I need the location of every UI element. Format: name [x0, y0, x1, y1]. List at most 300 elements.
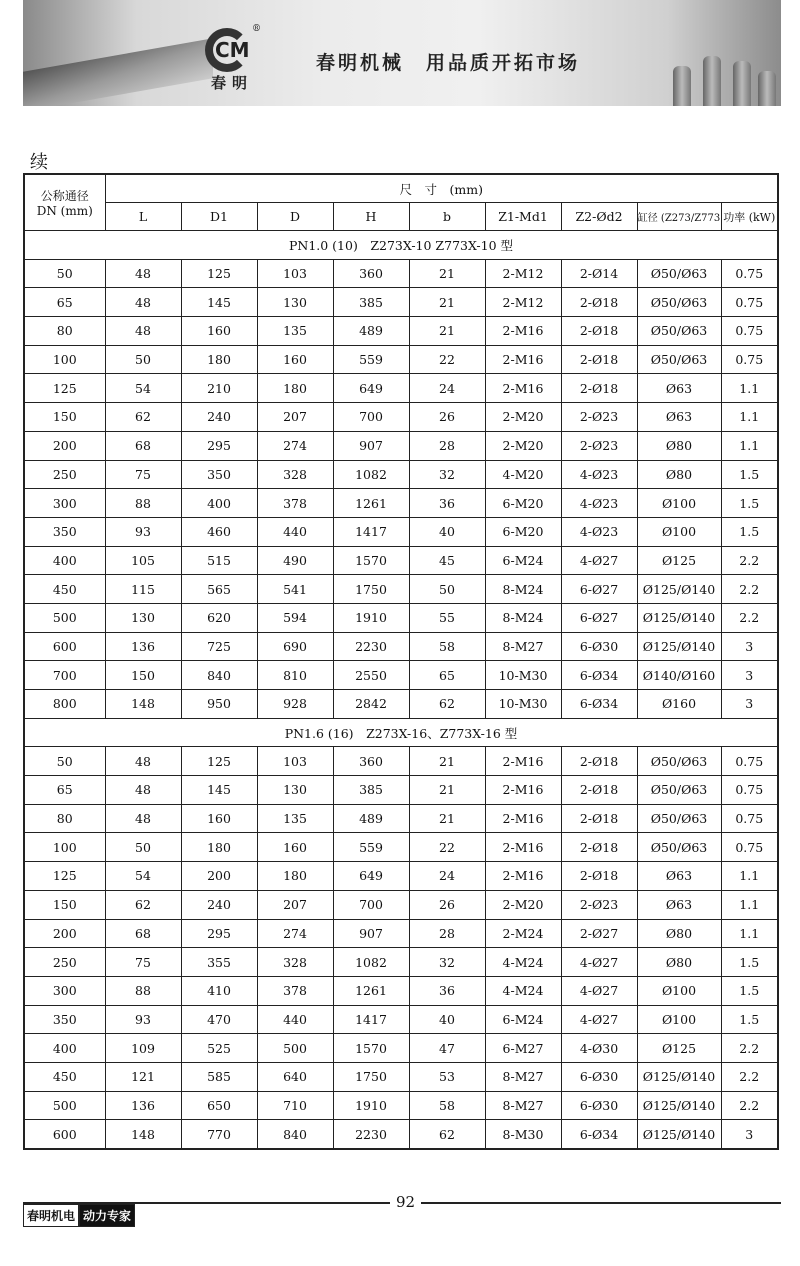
table-cell: 1082: [333, 460, 409, 489]
table-cell: 0.75: [721, 747, 778, 776]
table-cell: 150: [105, 661, 181, 690]
table-cell: 145: [181, 776, 257, 805]
column-header: L: [105, 203, 181, 231]
table-cell: Ø50/Ø63: [637, 317, 721, 346]
section-row: [24, 231, 778, 260]
table-cell: 3: [721, 690, 778, 719]
table-cell: 48: [105, 288, 181, 317]
table-cell: 200: [24, 919, 105, 948]
table-cell: 440: [257, 1005, 333, 1034]
table-cell: 6-M20: [485, 517, 561, 546]
table-cell: 2-Ø18: [561, 288, 637, 317]
table-cell: 525: [181, 1034, 257, 1063]
table-cell: 565: [181, 575, 257, 604]
brand-tagline: 动力专家: [79, 1204, 135, 1227]
table-cell: 700: [24, 661, 105, 690]
table-cell: Ø80: [637, 460, 721, 489]
cooling-tower-image: [703, 56, 721, 106]
table-cell: Ø63: [637, 374, 721, 403]
table-cell: 54: [105, 862, 181, 891]
column-header: 功率 (kW): [721, 203, 778, 231]
table-cell: 28: [409, 431, 485, 460]
table-cell: 2.2: [721, 1091, 778, 1120]
table-cell: 4-Ø27: [561, 546, 637, 575]
table-cell: Ø50/Ø63: [637, 804, 721, 833]
section-title: PN1.0 (10) Z273X-10 Z773X-10 型: [24, 231, 778, 260]
table-row: [24, 288, 778, 317]
table-cell: 50: [24, 259, 105, 288]
table-row: [24, 431, 778, 460]
table-cell: 2-M16: [485, 317, 561, 346]
table-cell: 6-Ø34: [561, 661, 637, 690]
table-row: [24, 804, 778, 833]
table-cell: 210: [181, 374, 257, 403]
table-cell: 105: [105, 546, 181, 575]
table-cell: 840: [257, 1120, 333, 1149]
table-cell: 6-M24: [485, 1005, 561, 1034]
table-row: [24, 489, 778, 518]
table-cell: 1.5: [721, 948, 778, 977]
table-cell: Ø80: [637, 919, 721, 948]
table-cell: 54: [105, 374, 181, 403]
table-cell: 559: [333, 833, 409, 862]
table-row: [24, 403, 778, 432]
table-cell: 32: [409, 460, 485, 489]
table-cell: 2-M16: [485, 776, 561, 805]
table-cell: 840: [181, 661, 257, 690]
table-cell: 22: [409, 345, 485, 374]
column-header: H: [333, 203, 409, 231]
table-cell: 100: [24, 833, 105, 862]
table-cell: 6-Ø34: [561, 690, 637, 719]
table-cell: 50: [105, 833, 181, 862]
size-header: 尺 寸 (mm): [105, 174, 778, 203]
table-cell: 62: [105, 890, 181, 919]
table-cell: 594: [257, 603, 333, 632]
table-cell: 2.2: [721, 1034, 778, 1063]
table-cell: 4-Ø23: [561, 489, 637, 518]
table-cell: Ø100: [637, 1005, 721, 1034]
table-row: [24, 690, 778, 719]
table-cell: 3: [721, 1120, 778, 1149]
table-cell: 200: [24, 431, 105, 460]
table-cell: 300: [24, 489, 105, 518]
table-cell: 58: [409, 1091, 485, 1120]
table-cell: 6-Ø34: [561, 1120, 637, 1149]
table-row: [24, 1091, 778, 1120]
table-row: [24, 1062, 778, 1091]
table-cell: Ø160: [637, 690, 721, 719]
table-cell: 125: [24, 862, 105, 891]
table-cell: 6-Ø30: [561, 1062, 637, 1091]
table-cell: 700: [333, 890, 409, 919]
table-cell: 1.5: [721, 976, 778, 1005]
table-cell: 2-Ø18: [561, 345, 637, 374]
table-cell: 2-M16: [485, 833, 561, 862]
table-cell: 4-M24: [485, 948, 561, 977]
table-cell: 489: [333, 317, 409, 346]
cooling-tower-image: [758, 71, 776, 106]
table-cell: 6-M20: [485, 489, 561, 518]
table-cell: 65: [24, 776, 105, 805]
table-row: [24, 603, 778, 632]
table-cell: 4-Ø23: [561, 517, 637, 546]
table-cell: 32: [409, 948, 485, 977]
table-cell: 400: [24, 546, 105, 575]
table-cell: 21: [409, 747, 485, 776]
spec-table: [23, 173, 779, 1150]
table-cell: 45: [409, 546, 485, 575]
table-cell: 2-M20: [485, 890, 561, 919]
table-cell: 68: [105, 431, 181, 460]
table-cell: 3: [721, 632, 778, 661]
table-cell: 350: [24, 517, 105, 546]
table-cell: 360: [333, 747, 409, 776]
table-row: [24, 374, 778, 403]
table-cell: Ø140/Ø160: [637, 661, 721, 690]
table-cell: 8-M30: [485, 1120, 561, 1149]
table-cell: 21: [409, 317, 485, 346]
table-cell: 8-M27: [485, 1091, 561, 1120]
table-cell: Ø50/Ø63: [637, 776, 721, 805]
table-cell: 21: [409, 776, 485, 805]
table-cell: Ø125/Ø140: [637, 632, 721, 661]
table-cell: 0.75: [721, 288, 778, 317]
table-cell: 541: [257, 575, 333, 604]
table-cell: 135: [257, 804, 333, 833]
table-cell: 1750: [333, 575, 409, 604]
table-cell: 6-Ø27: [561, 575, 637, 604]
table-cell: 500: [257, 1034, 333, 1063]
table-cell: 4-Ø27: [561, 976, 637, 1005]
table-cell: 360: [333, 259, 409, 288]
table-cell: 1.1: [721, 919, 778, 948]
table-cell: 80: [24, 317, 105, 346]
table-cell: 640: [257, 1062, 333, 1091]
table-cell: 450: [24, 1062, 105, 1091]
table-cell: 400: [24, 1034, 105, 1063]
table-cell: 6-Ø30: [561, 1091, 637, 1120]
table-cell: 8-M27: [485, 1062, 561, 1091]
table-cell: 2-Ø18: [561, 747, 637, 776]
table-cell: 1.5: [721, 517, 778, 546]
table-cell: 3: [721, 661, 778, 690]
table-cell: 2-Ø18: [561, 317, 637, 346]
table-cell: 50: [24, 747, 105, 776]
table-cell: 21: [409, 259, 485, 288]
table-cell: 2-Ø23: [561, 431, 637, 460]
table-cell: 6-M24: [485, 546, 561, 575]
registered-icon: ®: [252, 24, 261, 34]
table-cell: 93: [105, 1005, 181, 1034]
table-cell: 36: [409, 976, 485, 1005]
table-cell: 1261: [333, 976, 409, 1005]
table-cell: 460: [181, 517, 257, 546]
table-cell: 2.2: [721, 1062, 778, 1091]
table-cell: 2-M12: [485, 288, 561, 317]
page-number: 92: [390, 1193, 421, 1211]
table-cell: 207: [257, 890, 333, 919]
table-cell: 180: [257, 862, 333, 891]
table-cell: 40: [409, 1005, 485, 1034]
cooling-tower-image: [733, 61, 751, 106]
table-cell: 103: [257, 259, 333, 288]
table-cell: 136: [105, 632, 181, 661]
table-cell: 410: [181, 976, 257, 1005]
table-cell: 109: [105, 1034, 181, 1063]
table-row: [24, 976, 778, 1005]
table-cell: Ø63: [637, 862, 721, 891]
table-cell: 810: [257, 661, 333, 690]
slogan: 春明机械 用品质开拓市场: [316, 52, 581, 74]
table-cell: 0.75: [721, 804, 778, 833]
column-header: Z2-Ød2: [561, 203, 637, 231]
logo-mark: CM: [215, 38, 250, 62]
table-cell: 2-Ø23: [561, 403, 637, 432]
table-cell: 1.1: [721, 862, 778, 891]
table-row: [24, 632, 778, 661]
table-cell: 385: [333, 776, 409, 805]
table-cell: 62: [409, 1120, 485, 1149]
table-cell: Ø125: [637, 546, 721, 575]
table-cell: 68: [105, 919, 181, 948]
table-cell: 150: [24, 403, 105, 432]
table-cell: 130: [257, 288, 333, 317]
table-cell: Ø50/Ø63: [637, 833, 721, 862]
table-cell: 907: [333, 431, 409, 460]
table-row: [24, 1120, 778, 1149]
table-cell: 103: [257, 747, 333, 776]
table-cell: 6-Ø27: [561, 603, 637, 632]
table-cell: 274: [257, 919, 333, 948]
table-cell: 50: [105, 345, 181, 374]
table-cell: 130: [105, 603, 181, 632]
table-cell: 1.5: [721, 489, 778, 518]
table-cell: 6-Ø30: [561, 632, 637, 661]
table-row: [24, 546, 778, 575]
table-cell: 2-Ø18: [561, 862, 637, 891]
table-cell: 48: [105, 317, 181, 346]
table-cell: 489: [333, 804, 409, 833]
table-cell: 10-M30: [485, 661, 561, 690]
table-cell: 700: [333, 403, 409, 432]
table-cell: 710: [257, 1091, 333, 1120]
table-cell: 0.75: [721, 776, 778, 805]
table-cell: 559: [333, 345, 409, 374]
table-cell: 8-M27: [485, 632, 561, 661]
table-cell: 1.1: [721, 890, 778, 919]
table-cell: 2-M20: [485, 403, 561, 432]
table-cell: 1.1: [721, 431, 778, 460]
table-row: [24, 317, 778, 346]
table-cell: 88: [105, 489, 181, 518]
table-cell: 0.75: [721, 833, 778, 862]
table-row: [24, 259, 778, 288]
table-cell: 378: [257, 489, 333, 518]
dn-header: 公称通径 DN (mm): [24, 174, 105, 231]
section-title: PN1.6 (16) Z273X-16、Z773X-16 型: [24, 718, 778, 747]
table-cell: 2-M12: [485, 259, 561, 288]
table-cell: 200: [181, 862, 257, 891]
table-cell: Ø125: [637, 1034, 721, 1063]
table-row: [24, 1005, 778, 1034]
column-header: Z1-Md1: [485, 203, 561, 231]
table-cell: 1910: [333, 1091, 409, 1120]
table-cell: 0.75: [721, 259, 778, 288]
table-cell: 490: [257, 546, 333, 575]
table-cell: 125: [181, 259, 257, 288]
table-cell: Ø63: [637, 890, 721, 919]
table-cell: 1417: [333, 1005, 409, 1034]
table-cell: 48: [105, 259, 181, 288]
section-row: [24, 718, 778, 747]
table-cell: 10-M30: [485, 690, 561, 719]
table-cell: 690: [257, 632, 333, 661]
table-cell: 148: [105, 690, 181, 719]
table-cell: 649: [333, 374, 409, 403]
table-cell: 515: [181, 546, 257, 575]
table-cell: 145: [181, 288, 257, 317]
table-cell: Ø125/Ø140: [637, 1091, 721, 1120]
table-cell: Ø50/Ø63: [637, 259, 721, 288]
table-cell: 350: [24, 1005, 105, 1034]
table-cell: 121: [105, 1062, 181, 1091]
table-cell: 21: [409, 288, 485, 317]
table-row: [24, 890, 778, 919]
table-cell: 400: [181, 489, 257, 518]
table-cell: 4-Ø30: [561, 1034, 637, 1063]
table-row: [24, 517, 778, 546]
table-cell: 2-M16: [485, 804, 561, 833]
table-cell: 22: [409, 833, 485, 862]
table-row: [24, 575, 778, 604]
table-cell: 48: [105, 804, 181, 833]
table-cell: 2-Ø18: [561, 374, 637, 403]
table-cell: 160: [257, 345, 333, 374]
table-cell: 2.2: [721, 546, 778, 575]
table-cell: 1417: [333, 517, 409, 546]
table-cell: 295: [181, 431, 257, 460]
table-cell: 1261: [333, 489, 409, 518]
table-cell: 725: [181, 632, 257, 661]
table-cell: Ø80: [637, 948, 721, 977]
table-cell: 1.5: [721, 1005, 778, 1034]
table-cell: 160: [181, 804, 257, 833]
table-cell: 24: [409, 862, 485, 891]
table-row: [24, 460, 778, 489]
table-cell: 440: [257, 517, 333, 546]
table-cell: Ø125/Ø140: [637, 603, 721, 632]
table-cell: 58: [409, 632, 485, 661]
table-cell: 1570: [333, 546, 409, 575]
column-header-row: [24, 203, 778, 231]
table-cell: 125: [24, 374, 105, 403]
continued-label: 续: [30, 152, 48, 173]
table-cell: 100: [24, 345, 105, 374]
table-cell: 8-M24: [485, 603, 561, 632]
table-cell: 6-M27: [485, 1034, 561, 1063]
table-cell: 2-Ø23: [561, 890, 637, 919]
table-cell: 65: [24, 288, 105, 317]
table-row: [24, 661, 778, 690]
table-cell: 4-Ø23: [561, 460, 637, 489]
table-cell: 649: [333, 862, 409, 891]
table-cell: Ø80: [637, 431, 721, 460]
table-cell: 2-M24: [485, 919, 561, 948]
table-cell: 328: [257, 948, 333, 977]
table-cell: 125: [181, 747, 257, 776]
table-cell: 50: [409, 575, 485, 604]
table-row: [24, 747, 778, 776]
table-cell: Ø125/Ø140: [637, 1120, 721, 1149]
table-cell: 2.2: [721, 603, 778, 632]
table-cell: 1082: [333, 948, 409, 977]
table-cell: 378: [257, 976, 333, 1005]
table-cell: 1910: [333, 603, 409, 632]
table-cell: Ø50/Ø63: [637, 345, 721, 374]
table-cell: 26: [409, 403, 485, 432]
table-cell: 620: [181, 603, 257, 632]
table-cell: 2-Ø18: [561, 804, 637, 833]
table-cell: 0.75: [721, 345, 778, 374]
table-cell: 88: [105, 976, 181, 1005]
table-cell: 2.2: [721, 575, 778, 604]
table-cell: 4-Ø27: [561, 948, 637, 977]
table-cell: 300: [24, 976, 105, 1005]
table-cell: 24: [409, 374, 485, 403]
table-cell: 1.1: [721, 403, 778, 432]
table-cell: Ø100: [637, 976, 721, 1005]
column-header: b: [409, 203, 485, 231]
table-cell: 950: [181, 690, 257, 719]
table-cell: 585: [181, 1062, 257, 1091]
table-cell: 274: [257, 431, 333, 460]
table-cell: 450: [24, 575, 105, 604]
table-cell: 0.75: [721, 317, 778, 346]
table-cell: 2-Ø27: [561, 919, 637, 948]
table-cell: 36: [409, 489, 485, 518]
table-cell: 500: [24, 603, 105, 632]
table-cell: 2230: [333, 1120, 409, 1149]
table-cell: 48: [105, 776, 181, 805]
column-header: D: [257, 203, 333, 231]
table-cell: Ø50/Ø63: [637, 747, 721, 776]
table-cell: 8-M24: [485, 575, 561, 604]
table-cell: 2842: [333, 690, 409, 719]
table-cell: 240: [181, 890, 257, 919]
table-cell: 80: [24, 804, 105, 833]
table-cell: 180: [257, 374, 333, 403]
table-cell: 48: [105, 747, 181, 776]
table-cell: 2-Ø18: [561, 776, 637, 805]
cooling-tower-image: [673, 66, 691, 106]
brand-name: 春明机电: [23, 1204, 79, 1227]
table-cell: 160: [257, 833, 333, 862]
column-header: 缸径 (Z273/Z773: [637, 203, 721, 231]
table-cell: 470: [181, 1005, 257, 1034]
table-cell: 2-M16: [485, 747, 561, 776]
header-row: [24, 174, 778, 203]
table-cell: 1.5: [721, 460, 778, 489]
table-cell: 40: [409, 517, 485, 546]
table-cell: 150: [24, 890, 105, 919]
table-cell: 2-M20: [485, 431, 561, 460]
table-cell: 770: [181, 1120, 257, 1149]
table-cell: 600: [24, 632, 105, 661]
table-cell: 1.1: [721, 374, 778, 403]
table-cell: 4-Ø27: [561, 1005, 637, 1034]
table-cell: 62: [105, 403, 181, 432]
